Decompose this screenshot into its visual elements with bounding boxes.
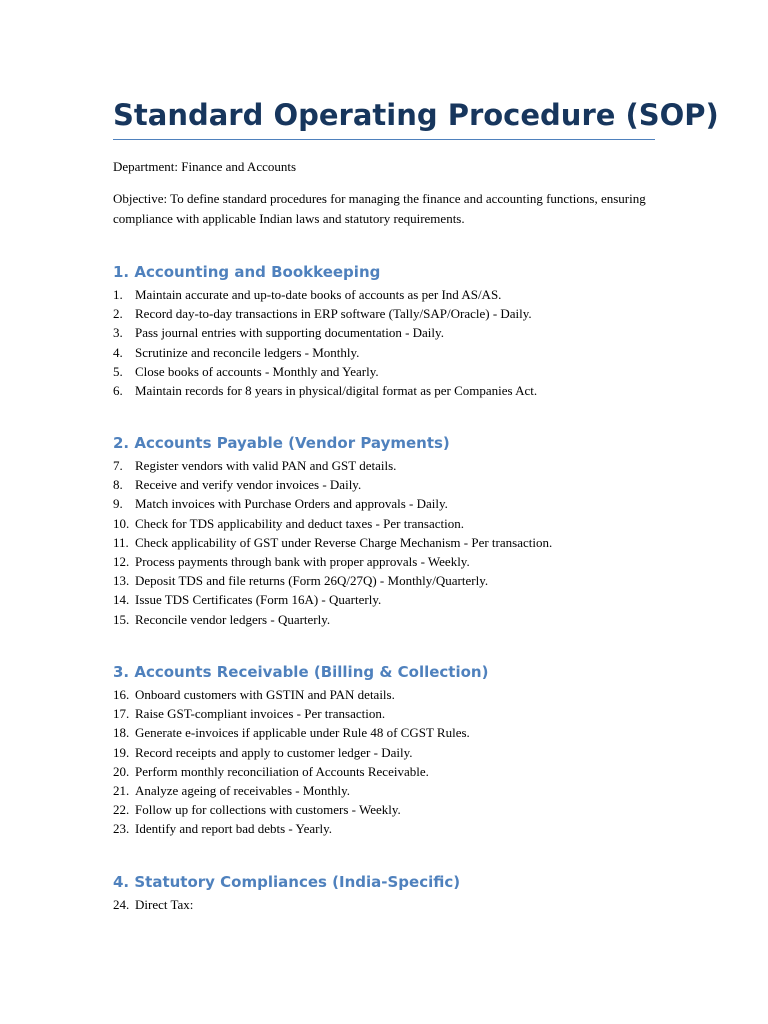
item-text: Perform monthly reconciliation of Accounts Receivable. bbox=[135, 763, 429, 779]
list-item bbox=[113, 456, 655, 475]
document-title: Standard Operating Procedure (SOP) bbox=[113, 95, 655, 140]
item-text: Close books of accounts - Monthly and Yearly. bbox=[135, 363, 379, 379]
section-heading: 3. Accounts Receivable (Billing & Collection) bbox=[113, 663, 489, 681]
item-text: Record day-to-day transactions in ERP software (Tally/SAP/Oracle) - Daily. bbox=[135, 306, 532, 322]
section-item-list bbox=[113, 456, 655, 629]
section-accounting-bookkeeping bbox=[113, 261, 655, 400]
item-number: 5. bbox=[113, 363, 123, 379]
list-item bbox=[113, 343, 655, 362]
item-text: Maintain accurate and up-to-date books of accounts as per Ind AS/AS. bbox=[135, 287, 502, 302]
item-text: Deposit TDS and file returns (Form 26Q/27Q) - Monthly/Quarterly. bbox=[135, 573, 489, 589]
item-number: 16. bbox=[113, 687, 130, 702]
item-number: 23. bbox=[113, 821, 130, 837]
item-number: 24. bbox=[113, 897, 130, 912]
item-number: 8. bbox=[113, 477, 123, 493]
item-text: Register vendors with valid PAN and GST details. bbox=[135, 458, 397, 473]
item-number: 13. bbox=[113, 573, 130, 589]
item-number: 18. bbox=[113, 725, 130, 741]
item-number: 3. bbox=[113, 325, 123, 341]
item-text: Issue TDS Certificates (Form 16A) - Quarterly. bbox=[135, 592, 382, 608]
item-number: 12. bbox=[113, 554, 130, 570]
item-number: 21. bbox=[113, 783, 130, 799]
list-item bbox=[113, 285, 655, 304]
list-item bbox=[113, 800, 655, 819]
item-text: Follow up for collections with customers - Weekly. bbox=[135, 802, 401, 818]
item-text: Generate e-invoices if applicable under Rule 48 of CGST Rules. bbox=[135, 725, 470, 741]
item-text: Raise GST-compliant invoices - Per transaction. bbox=[135, 706, 386, 722]
item-text: Maintain records for 8 years in physical/digital format as per Companies Act. bbox=[135, 383, 538, 399]
item-number: 22. bbox=[113, 802, 130, 818]
item-number: 7. bbox=[113, 458, 123, 473]
list-item bbox=[113, 533, 655, 552]
item-number: 19. bbox=[113, 744, 130, 760]
list-item bbox=[113, 610, 655, 629]
list-item bbox=[113, 819, 655, 838]
item-number: 2. bbox=[113, 306, 123, 322]
item-number: 9. bbox=[113, 496, 123, 512]
item-number: 15. bbox=[113, 611, 130, 627]
section-item-list bbox=[113, 895, 655, 914]
department-line: Department: Finance and Accounts bbox=[113, 159, 297, 174]
list-item bbox=[113, 590, 655, 609]
list-item bbox=[113, 743, 655, 762]
list-item bbox=[113, 762, 655, 781]
list-item bbox=[113, 685, 655, 704]
item-number: 17. bbox=[113, 706, 130, 722]
item-number: 20. bbox=[113, 763, 130, 779]
section-accounts-payable bbox=[113, 432, 655, 629]
section-item-list bbox=[113, 285, 655, 400]
item-text: Onboard customers with GSTIN and PAN details. bbox=[135, 687, 395, 702]
item-text: Scrutinize and reconcile ledgers - Monthly. bbox=[135, 344, 360, 360]
item-number: 1. bbox=[113, 287, 123, 302]
list-item bbox=[113, 494, 655, 513]
list-item bbox=[113, 704, 655, 723]
list-item bbox=[113, 304, 655, 323]
list-item bbox=[113, 781, 655, 800]
item-number: 6. bbox=[113, 383, 123, 399]
item-text: Reconcile vendor ledgers - Quarterly. bbox=[135, 611, 331, 627]
item-text: Direct Tax: bbox=[135, 897, 194, 912]
list-item bbox=[113, 362, 655, 381]
list-item bbox=[113, 571, 655, 590]
item-number: 11. bbox=[113, 534, 129, 550]
objective-paragraph: Objective: To define standard procedures for managing the finance and accounting functions, ensuring compliance with applicable Indian laws and statutory requirements. bbox=[113, 191, 646, 226]
item-text: Pass journal entries with supporting documentation - Daily. bbox=[135, 325, 444, 341]
item-number: 4. bbox=[113, 344, 123, 360]
section-statutory-compliances bbox=[113, 871, 655, 914]
item-text: Check applicability of GST under Reverse Charge Mechanism - Per transaction. bbox=[135, 534, 553, 550]
section-item-list bbox=[113, 685, 655, 839]
item-text: Match invoices with Purchase Orders and approvals - Daily. bbox=[135, 496, 448, 512]
document-page bbox=[113, 95, 719, 912]
item-number: 14. bbox=[113, 592, 130, 608]
item-text: Identify and report bad debts - Yearly. bbox=[135, 821, 332, 837]
item-text: Check for TDS applicability and deduct taxes - Per transaction. bbox=[135, 515, 464, 531]
list-item bbox=[113, 723, 655, 742]
section-accounts-receivable bbox=[113, 661, 655, 839]
list-item bbox=[113, 475, 655, 494]
section-heading: 1. Accounting and Bookkeeping bbox=[113, 263, 381, 281]
item-text: Analyze ageing of receivables - Monthly. bbox=[135, 783, 351, 799]
item-text: Record receipts and apply to customer ledger - Daily. bbox=[135, 744, 413, 760]
item-text: Process payments through bank with proper approvals - Weekly. bbox=[135, 554, 470, 570]
item-number: 10. bbox=[113, 515, 130, 531]
list-item bbox=[113, 323, 655, 342]
list-item bbox=[113, 514, 655, 533]
section-heading: 2. Accounts Payable (Vendor Payments) bbox=[113, 434, 450, 452]
item-text: Receive and verify vendor invoices - Daily. bbox=[135, 477, 362, 493]
list-item bbox=[113, 552, 655, 571]
list-item bbox=[113, 381, 655, 400]
section-heading: 4. Statutory Compliances (India-Specific) bbox=[113, 873, 461, 891]
list-item bbox=[113, 895, 655, 914]
